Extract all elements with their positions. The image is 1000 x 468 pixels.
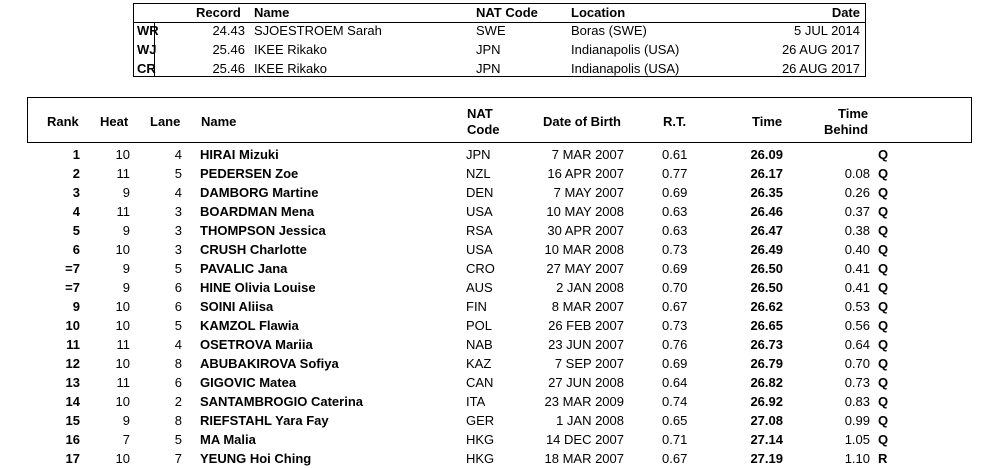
table-row xyxy=(0,373,1000,392)
cell-time-behind: 0.26 xyxy=(844,185,870,200)
cell-name: GIGOVIC Matea xyxy=(200,375,297,390)
records-header-date: Date xyxy=(831,5,860,20)
cell-lane: 5 xyxy=(174,166,182,181)
cell-time-behind: 0.40 xyxy=(844,242,870,257)
header-time-behind-1: Time xyxy=(838,106,869,121)
cell-time: 26.79 xyxy=(750,356,783,371)
cell-rt: 0.63 xyxy=(662,223,688,238)
cell-dob: 14 DEC 2007 xyxy=(545,432,624,447)
cell-time: 26.46 xyxy=(750,204,783,219)
cell-rank: 1 xyxy=(72,147,80,162)
cell-heat: 11 xyxy=(116,337,130,352)
cell-heat: 10 xyxy=(115,147,130,162)
cell-heat: 10 xyxy=(115,299,130,314)
record-nat: SWE xyxy=(476,23,506,38)
record-name: SJOESTROEM Sarah xyxy=(254,23,382,38)
cell-rank: 3 xyxy=(72,185,80,200)
cell-qualification: Q xyxy=(878,185,889,200)
cell-rt: 0.74 xyxy=(662,394,688,409)
cell-nat: POL xyxy=(466,318,493,333)
header-time: Time xyxy=(752,114,783,129)
cell-heat: 7 xyxy=(122,432,130,447)
cell-name: YEUNG Hoi Ching xyxy=(200,451,312,466)
cell-time: 26.82 xyxy=(750,375,783,390)
cell-rt: 0.67 xyxy=(662,299,688,314)
table-row xyxy=(0,335,1000,354)
cell-heat: 9 xyxy=(122,261,130,276)
cell-nat: CRO xyxy=(466,261,495,276)
cell-heat: 9 xyxy=(122,223,130,238)
cell-time: 27.14 xyxy=(750,432,783,447)
records-header-name: Name xyxy=(254,5,290,20)
header-nat: NAT xyxy=(467,106,493,121)
cell-qualification: Q xyxy=(878,318,889,333)
cell-rt: 0.69 xyxy=(662,185,688,200)
cell-dob: 23 JUN 2007 xyxy=(548,337,624,352)
records-header-location: Location xyxy=(571,5,626,20)
cell-rt: 0.73 xyxy=(662,318,688,333)
cell-qualification: Q xyxy=(878,147,889,162)
cell-lane: 8 xyxy=(174,413,182,428)
record-code: WR xyxy=(137,23,159,38)
cell-name: HINE Olivia Louise xyxy=(200,280,316,295)
cell-dob: 27 MAY 2007 xyxy=(546,261,624,276)
cell-lane: 8 xyxy=(174,356,182,371)
cell-rank: 16 xyxy=(65,432,80,447)
record-location: Indianapolis (USA) xyxy=(571,61,680,76)
cell-time: 26.47 xyxy=(750,223,783,238)
cell-name: KAMZOL Flawia xyxy=(200,318,299,333)
header-time-behind-2: Behind xyxy=(824,122,869,137)
table-row xyxy=(0,430,1000,449)
header-heat: Heat xyxy=(100,114,129,129)
cell-lane: 6 xyxy=(174,375,182,390)
cell-rank: =7 xyxy=(65,261,80,276)
cell-time: 26.62 xyxy=(750,299,783,314)
cell-name: CRUSH Charlotte xyxy=(200,242,307,257)
cell-heat: 9 xyxy=(122,413,130,428)
cell-qualification: Q xyxy=(878,394,889,409)
cell-dob: 7 MAR 2007 xyxy=(551,147,624,162)
cell-dob: 27 JUN 2008 xyxy=(548,375,624,390)
cell-dob: 10 MAR 2008 xyxy=(544,242,624,257)
header-name: Name xyxy=(201,114,237,129)
table-row xyxy=(0,278,1000,297)
cell-nat: ITA xyxy=(466,394,486,409)
cell-nat: NAB xyxy=(466,337,493,352)
table-row xyxy=(0,145,1000,164)
table-row xyxy=(0,297,1000,316)
table-row xyxy=(0,240,1000,259)
cell-rank: 14 xyxy=(65,394,80,409)
cell-dob: 30 APR 2007 xyxy=(547,223,624,238)
cell-nat: USA xyxy=(466,204,493,219)
cell-lane: 7 xyxy=(174,451,182,466)
record-nat: JPN xyxy=(476,42,501,57)
cell-heat: 9 xyxy=(122,280,130,295)
cell-rt: 0.76 xyxy=(662,337,688,352)
cell-time: 26.09 xyxy=(750,147,783,162)
cell-time: 26.92 xyxy=(750,394,783,409)
cell-qualification: Q xyxy=(878,242,889,257)
cell-nat: HKG xyxy=(466,451,495,466)
cell-time-behind: 0.53 xyxy=(844,299,870,314)
cell-dob: 16 APR 2007 xyxy=(547,166,624,181)
record-date: 5 JUL 2014 xyxy=(793,23,860,38)
cell-heat: 10 xyxy=(115,451,130,466)
header-code: Code xyxy=(467,122,500,137)
table-row xyxy=(0,202,1000,221)
cell-time: 26.50 xyxy=(750,280,783,295)
table-row xyxy=(0,449,1000,468)
cell-rank: 12 xyxy=(65,356,80,371)
table-row xyxy=(0,392,1000,411)
record-name: IKEE Rikako xyxy=(254,42,327,57)
cell-qualification: Q xyxy=(878,280,889,295)
cell-name: ABUBAKIROVA Sofiya xyxy=(200,356,339,371)
cell-rank: =7 xyxy=(65,280,80,295)
record-date: 26 AUG 2017 xyxy=(781,61,860,76)
header-rank: Rank xyxy=(47,114,79,129)
cell-rank: 11 xyxy=(66,337,80,352)
cell-rank: 15 xyxy=(65,413,80,428)
record-code: CR xyxy=(137,61,156,76)
cell-nat: RSA xyxy=(466,223,493,238)
cell-lane: 3 xyxy=(174,242,182,257)
cell-dob: 7 MAY 2007 xyxy=(553,185,624,200)
cell-name: PAVALIC Jana xyxy=(200,261,288,276)
cell-lane: 5 xyxy=(174,261,182,276)
cell-rank: 4 xyxy=(72,204,80,219)
cell-name: BOARDMAN Mena xyxy=(200,204,315,219)
cell-time-behind: 0.37 xyxy=(844,204,870,219)
cell-time: 26.35 xyxy=(750,185,783,200)
cell-nat: HKG xyxy=(466,432,495,447)
cell-qualification: R xyxy=(878,451,888,466)
records-table xyxy=(133,3,866,77)
cell-qualification: Q xyxy=(878,166,889,181)
cell-rank: 17 xyxy=(65,451,80,466)
record-date: 26 AUG 2017 xyxy=(781,42,860,57)
header-rt: R.T. xyxy=(663,114,687,129)
cell-time-behind: 0.08 xyxy=(844,166,870,181)
cell-heat: 10 xyxy=(115,394,130,409)
cell-name: SANTAMBROGIO Caterina xyxy=(200,394,363,409)
cell-lane: 4 xyxy=(174,337,182,352)
cell-rt: 0.73 xyxy=(662,242,688,257)
table-row xyxy=(0,183,1000,202)
header-lane: Lane xyxy=(150,114,181,129)
record-time: 24.43 xyxy=(212,23,245,38)
cell-heat: 9 xyxy=(122,185,130,200)
cell-rt: 0.71 xyxy=(662,432,688,447)
cell-lane: 6 xyxy=(174,299,182,314)
cell-qualification: Q xyxy=(878,356,889,371)
cell-qualification: Q xyxy=(878,223,889,238)
cell-rt: 0.77 xyxy=(662,166,688,181)
cell-name: OSETROVA Mariia xyxy=(200,337,313,352)
cell-rt: 0.63 xyxy=(662,204,688,219)
cell-dob: 26 FEB 2007 xyxy=(548,318,624,333)
results-header xyxy=(27,97,972,143)
cell-qualification: Q xyxy=(878,432,889,447)
cell-nat: AUS xyxy=(466,280,493,295)
cell-name: SOINI Aliisa xyxy=(200,299,274,314)
cell-time-behind: 0.83 xyxy=(844,394,870,409)
cell-time: 26.65 xyxy=(750,318,783,333)
cell-nat: JPN xyxy=(466,147,491,162)
cell-time-behind: 0.99 xyxy=(844,413,870,428)
header-dob: Date of Birth xyxy=(543,114,621,129)
cell-dob: 1 JAN 2008 xyxy=(556,413,624,428)
cell-time-behind: 0.38 xyxy=(844,223,870,238)
cell-rank: 6 xyxy=(72,242,80,257)
cell-time: 26.73 xyxy=(750,337,783,352)
cell-rank: 9 xyxy=(72,299,80,314)
cell-rt: 0.64 xyxy=(662,375,688,390)
cell-lane: 6 xyxy=(174,280,182,295)
table-row xyxy=(0,354,1000,373)
cell-heat: 11 xyxy=(116,166,130,181)
record-location: Boras (SWE) xyxy=(571,23,647,38)
cell-time-behind: 0.41 xyxy=(844,261,870,276)
cell-qualification: Q xyxy=(878,413,889,428)
cell-rank: 5 xyxy=(72,223,80,238)
cell-rank: 2 xyxy=(72,166,80,181)
cell-heat: 11 xyxy=(116,204,130,219)
cell-time-behind: 0.56 xyxy=(844,318,870,333)
cell-nat: FIN xyxy=(466,299,487,314)
record-time: 25.46 xyxy=(212,42,245,57)
cell-dob: 23 MAR 2009 xyxy=(544,394,624,409)
cell-time-behind: 0.73 xyxy=(844,375,870,390)
cell-nat: GER xyxy=(466,413,495,428)
cell-dob: 7 SEP 2007 xyxy=(554,356,624,371)
cell-rt: 0.70 xyxy=(662,280,688,295)
cell-lane: 2 xyxy=(174,394,182,409)
cell-time-behind: 1.05 xyxy=(844,432,870,447)
cell-qualification: Q xyxy=(878,375,889,390)
records-header-nat: NAT Code xyxy=(476,5,538,20)
cell-time-behind: 1.10 xyxy=(844,451,870,466)
cell-rt: 0.67 xyxy=(662,451,688,466)
cell-qualification: Q xyxy=(878,337,889,352)
table-row xyxy=(0,164,1000,183)
cell-lane: 5 xyxy=(174,318,182,333)
cell-name: MA Malia xyxy=(200,432,256,447)
cell-dob: 2 JAN 2008 xyxy=(556,280,624,295)
cell-nat: DEN xyxy=(466,185,494,200)
cell-lane: 5 xyxy=(174,432,182,447)
table-row xyxy=(0,316,1000,335)
cell-heat: 10 xyxy=(115,242,130,257)
table-row xyxy=(0,259,1000,278)
record-nat: JPN xyxy=(476,61,501,76)
cell-time: 27.19 xyxy=(750,451,783,466)
cell-dob: 18 MAR 2007 xyxy=(544,451,624,466)
cell-name: RIEFSTAHL Yara Fay xyxy=(200,413,329,428)
cell-rt: 0.65 xyxy=(662,413,688,428)
cell-qualification: Q xyxy=(878,299,889,314)
cell-time-behind: 0.64 xyxy=(844,337,870,352)
cell-time: 26.50 xyxy=(750,261,783,276)
cell-nat: CAN xyxy=(466,375,494,390)
cell-qualification: Q xyxy=(878,204,889,219)
cell-time: 26.17 xyxy=(750,166,783,181)
record-code: WJ xyxy=(137,42,157,57)
record-time: 25.46 xyxy=(212,61,245,76)
cell-dob: 10 MAY 2008 xyxy=(546,204,624,219)
cell-heat: 10 xyxy=(115,356,130,371)
cell-lane: 4 xyxy=(174,147,182,162)
cell-rt: 0.61 xyxy=(662,147,688,162)
cell-heat: 11 xyxy=(116,375,130,390)
cell-nat: KAZ xyxy=(466,356,492,371)
record-name: IKEE Rikako xyxy=(254,61,327,76)
cell-name: HIRAI Mizuki xyxy=(200,147,279,162)
cell-dob: 8 MAR 2007 xyxy=(551,299,624,314)
cell-rank: 13 xyxy=(65,375,80,390)
cell-time-behind: 0.41 xyxy=(844,280,870,295)
cell-time: 26.49 xyxy=(750,242,783,257)
cell-name: PEDERSEN Zoe xyxy=(200,166,299,181)
cell-name: THOMPSON Jessica xyxy=(200,223,326,238)
cell-heat: 10 xyxy=(115,318,130,333)
records-header-record: Record xyxy=(196,5,241,20)
cell-lane: 3 xyxy=(174,204,182,219)
table-row xyxy=(0,221,1000,240)
table-row xyxy=(0,411,1000,430)
cell-rt: 0.69 xyxy=(662,261,688,276)
cell-nat: NZL xyxy=(466,166,491,181)
cell-time-behind: 0.70 xyxy=(844,356,870,371)
cell-rank: 10 xyxy=(65,318,80,333)
record-location: Indianapolis (USA) xyxy=(571,42,680,57)
cell-rt: 0.69 xyxy=(662,356,688,371)
cell-qualification: Q xyxy=(878,261,889,276)
cell-lane: 3 xyxy=(174,223,182,238)
cell-nat: USA xyxy=(466,242,493,257)
cell-time: 27.08 xyxy=(750,413,783,428)
cell-name: DAMBORG Martine xyxy=(200,185,319,200)
cell-lane: 4 xyxy=(174,185,182,200)
